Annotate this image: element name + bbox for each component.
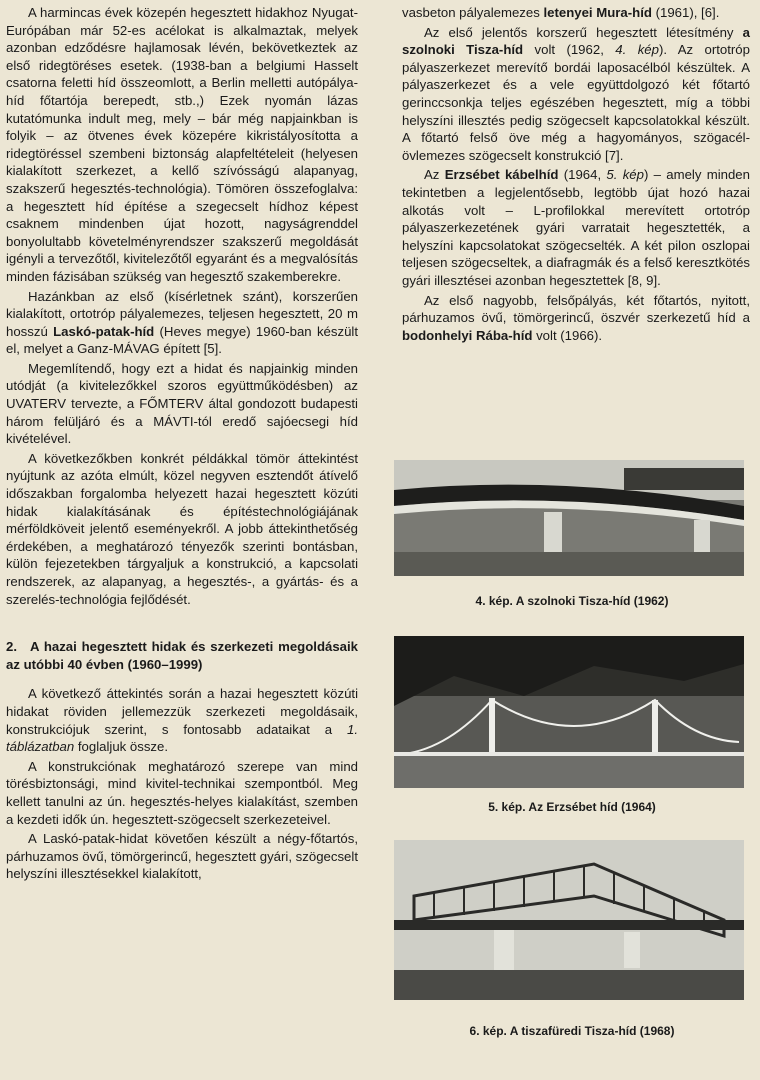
bridge-name: a szolnoki Tisza-híd xyxy=(402,24,750,58)
bridge-name: Laskó-patak-híd xyxy=(53,323,155,339)
table-reference: 1. táblázatban xyxy=(6,721,358,755)
paragraph: A következőkben konkrét példákkal tömör áttekintést nyújtunk az azóta elmúlt, közel negyven esztendőt átívelő időszakban forgalomba helyezett hazai hegesztett közúti hidak kialakításának és építéstechnológiájának mérföldköveit jelentő eseményekről. A jobb áttekinthetőség érdekében, a meghatározó tényezők szerinti bontásban, külön fejezetekben tárgyaljuk a konstrukció, a kapcsolati rendszerek, az alapanyag, a hegesztés-, a gyártás- és a szerelés-technológia fejlődését. xyxy=(6,450,358,607)
figure-caption: 6. kép. A tiszafüredi Tisza-híd (1968) xyxy=(469,1024,675,1038)
paragraph: Megemlítendő, hogy ezt a hidat és napjainkig minden utódját (a kivitelezőkkel szoros együttműködésben) az UVATERV tervezte, a FŐMTERV által gondozott budapesti három felüljáró és a MÁVTI-tól eredő sajóecsegi híd kivételével. xyxy=(6,360,358,447)
bridge-name: Erzsébet kábelhíd xyxy=(444,167,559,183)
photo-tiszafured-bridge xyxy=(394,840,744,1000)
paragraph: Az első nagyobb, felsőpályás, két főtartós, nyitott, párhuzamos övű, tömörgerincű, öszvér szerkezetű híd a bodonhelyi Rába-híd volt (1966). xyxy=(402,292,750,343)
figure-reference: 5. kép xyxy=(606,167,644,183)
photo-erzsebet-bridge xyxy=(394,636,744,788)
paragraph: Hazánkban az első (kísérletnek szánt), korszerűen kialakított, ortotróp pályalemezes, teljesen hegesztett, 20 m hosszú Laskó-patak-híd (Heves megye) 1960-ban készült el, melyet a Ganz-MÁVAG épített [5]. xyxy=(6,288,358,357)
paragraph: A konstrukciónak meghatározó szerepe van mind törésbiztonsági, mind kivitel-technikai szempontból. Meg kellett tanulni az ún. hegesztés-helyes kialakítást, szemben a kezdeti idők ún. hegesztett-szögecselt szerkezeteivel. xyxy=(6,758,358,827)
figure-caption: 4. kép. A szolnoki Tisza-híd (1962) xyxy=(475,594,669,608)
paragraph: Az első jelentős korszerű hegesztett létesítmény a szolnoki Tisza-híd volt (1962, 4. kép). Az ortotróp pályaszerkezet merevítő bordái laposacélból készültek. A pályaszerkezet és a vele együttdolgozó két főtartó gerinccsonkja teljes egészében hegesztett, míg a többi helyszíni illesztés pedig szögecselt kapcsolatokkal készült. A főtartó felső öve még a hagyományos, szögacél-övlemezes szögecselt konstrukció [7]. xyxy=(402,24,750,163)
bridge-name: letenyei Mura-híd xyxy=(543,5,652,20)
paragraph: A harmincas évek közepén hegesztett hidakhoz Nyugat-Európában már 52-es acélokat is alkalmaztak, melyek azonban edződésre hajlamosak lévén, bekövetkeztek az első ridegtöréses esetek. (1938-ban a belgiumi Hasselt csatorna feletti híd összeomlott, a Berlin melletti autópálya-híd főtartója berepedt, stb.,) Ezek nyomán lázas kutatómunka indult meg, mely – bár még napjainkban is folyik – az ötvenes évek közepére kikristályosította a ridegtöréssel szembeni biztonság alapfeltételeit (helyesen kialakított szerkezet, a kellő szívósságú alapanyag, szakszerű hegesztés-technológia). Tömören összefoglalva: a hegesztett híd építése a szegecselt hídhoz képest csaknem mindenben újat hozott, nagyságrenddel bonyolultabb követelményrendszer szakszerű megoldását igényli a tervezőtől, kivitelezőtől egyaránt és a megvalósítás minden fázisában szükség van hegesztő szakemberekre. xyxy=(6,5,358,284)
figure-reference: 4. kép xyxy=(615,42,659,58)
photo-szolnok-bridge xyxy=(394,460,744,576)
section-heading: 2. A hazai hegesztett hidak és szerkezeti megoldásaik az utóbbi 40 évben (1960–1999) xyxy=(6,639,358,672)
paragraph: A Laskó-patak-hidat követően készült a négy-főtartós, párhuzamos övű, tömörgerincű, hegesztett gyári, szögecselt helyszíni illesztésekkel kialakított, xyxy=(6,831,358,882)
paragraph: vasbeton pályalemezes letenyei Mura-híd (1961), [6]. xyxy=(402,5,720,20)
left-column xyxy=(6,4,358,885)
paragraph: Az Erzsébet kábelhíd (1964, 5. kép) – amely minden tekintetben a legjelentősebb, legtöbb újat hozó hazai alkotás volt – L-profilokkal merevített ortotróp pályaszerkezetének gyári varratait hegesztették, a helyszíni kapcsolatokat szögecselték. A két pilon oszlopai teljesen szögecseltek, a diafragmák és a felső keresztkötés gyári illesztései azonban hegesztettek [8, 9]. xyxy=(402,167,750,288)
bridge-name: bodonhelyi Rába-híd xyxy=(402,327,533,343)
paragraph: A következő áttekintés során a hazai hegesztett közúti hidakat röviden jellemezzük szerkezeti megoldásaik, konstrukciójuk szerint, s fontosabb adataikat a 1. táblázatban foglaljuk össze. xyxy=(6,686,358,755)
right-column xyxy=(402,4,750,346)
figure-caption: 5. kép. Az Erzsébet híd (1964) xyxy=(488,800,656,814)
